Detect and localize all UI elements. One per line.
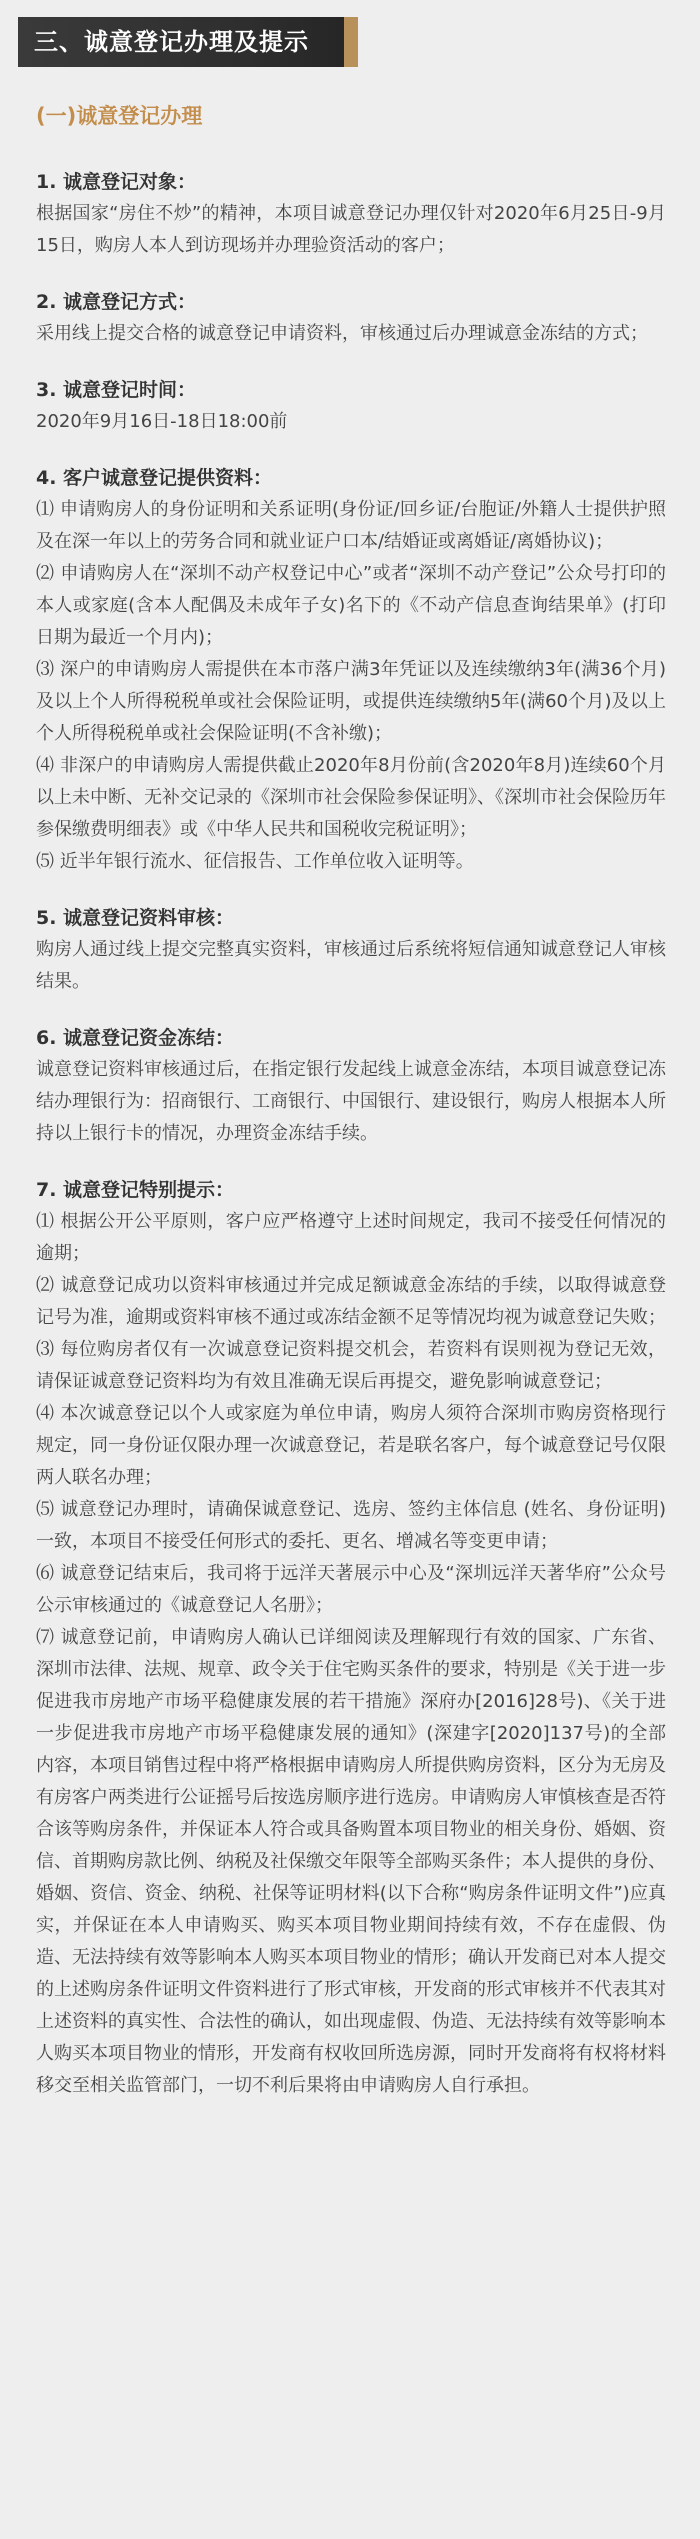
item-list [36, 166, 666, 2102]
list-item [36, 166, 666, 262]
list-item [36, 902, 666, 998]
list-item [36, 1022, 666, 1150]
item-paragraph: ⑶ 深户的申请购房人需提供在本市落户满3年凭证以及连续缴纳3年(满36个月)及以上个人所得税税单或社会保险证明，或提供连续缴纳5年(满60个月)及以上个人所得税税单或社会保险证明(不含补缴)； [36, 659, 666, 744]
list-item [36, 286, 666, 350]
item-paragraph: ⑵ 诚意登记成功以资料审核通过并完成足额诚意金冻结的手续，以取得诚意登记号为准，逾期或资料审核不通过或冻结金额不足等情况均视为诚意登记失败； [36, 1275, 666, 1328]
item-paragraph: ⑴ 根据公开公平原则，客户应严格遵守上述时间规定，我司不接受任何情况的逾期； [36, 1211, 666, 1264]
content-body [36, 100, 666, 2126]
list-item [36, 374, 666, 438]
item-heading: 6. 诚意登记资金冻结： [36, 1027, 235, 1049]
item-paragraph: ⑷ 非深户的申请购房人需提供截止2020年8月份前(含2020年8月)连续60个月以上未中断、无补交记录的《深圳市社会保险参保证明》、《深圳市社会保险历年参保缴费明细表》或《中华人民共和国税收完税证明》； [36, 755, 666, 840]
item-paragraph: ⑹ 诚意登记结束后，我司将于远洋天著展示中心及“深圳远洋天著华府”公众号公示审核通过的《诚意登记人名册》； [36, 1563, 666, 1616]
list-item [36, 462, 666, 878]
item-paragraph: ⑵ 申请购房人在“深圳不动产权登记中心”或者“深圳不动产登记”公众号打印的本人或家庭(含本人配偶及未成年子女)名下的《不动产信息查询结果单》(打印日期为最近一个月内)； [36, 563, 666, 648]
item-paragraph: ⑸ 诚意登记办理时，请确保诚意登记、选房、签约主体信息 (姓名、身份证明) 一致，本项目不接受任何形式的委托、更名、增减名等变更申请； [36, 1499, 666, 1552]
section-title: 三、诚意登记办理及提示 [34, 28, 309, 56]
item-paragraph: 根据国家“房住不炒”的精神，本项目诚意登记办理仅针对2020年6月25日-9月15日，购房人本人到访现场并办理验资活动的客户； [36, 203, 666, 256]
list-item [36, 1174, 666, 2102]
item-heading: 2. 诚意登记方式： [36, 291, 197, 313]
item-heading: 3. 诚意登记时间： [36, 379, 197, 401]
item-heading: 5. 诚意登记资料审核： [36, 907, 235, 929]
item-paragraph: ⑷ 本次诚意登记以个人或家庭为单位申请，购房人须符合深圳市购房资格现行规定，同一身份证仅限办理一次诚意登记，若是联名客户，每个诚意登记号仅限两人联名办理； [36, 1403, 666, 1488]
subsection-title: (一)诚意登记办理 [36, 104, 203, 128]
item-heading: 1. 诚意登记对象： [36, 171, 197, 193]
item-paragraph: ⑸ 近半年银行流水、征信报告、工作单位收入证明等。 [36, 851, 474, 872]
item-paragraph: ⑴ 申请购房人的身份证明和关系证明(身份证/回乡证/台胞证/外籍人士提供护照及在深一年以上的劳务合同和就业证户口本/结婚证或离婚证/离婚协议)； [36, 499, 666, 552]
item-heading: 4. 客户诚意登记提供资料： [36, 467, 273, 489]
section-header [18, 17, 358, 67]
item-paragraph: 诚意登记资料审核通过后，在指定银行发起线上诚意金冻结，本项目诚意登记冻结办理银行为：招商银行、工商银行、中国银行、建设银行，购房人根据本人所持以上银行卡的情况，办理资金冻结手续。 [36, 1059, 666, 1144]
item-paragraph: ⑺ 诚意登记前，申请购房人确认已详细阅读及理解现行有效的国家、广东省、深圳市法律、法规、规章、政令关于住宅购买条件的要求，特别是《关于进一步促进我市房地产市场平稳健康发展的若干措施》深府办[2016]28号)、《关于进一步促进我市房地产市场平稳健康发展的通知》(深建字[2020]137号)的全部内容，本项目销售过程中将严格根据申请购房人所提供购房资料，区分为无房及有房客户两类进行公证摇号后按选房顺序进行选房。申请购房人审慎核查是否符合该等购房条件，并保证本人符合或具备购置本项目物业的相关身份、婚姻、资信、首期购房款比例、纳税及社保缴交年限等全部购买条件；本人提供的身份、婚姻、资信、资金、纳税、社保等证明材料(以下合称“购房条件证明文件”)应真实，并保证在本人申请购买、购买本项目物业期间持续有效，不存在虚假、伪造、无法持续有效等影响本人购买本项目物业的情形；确认开发商已对本人提交的上述购房条件证明文件资料进行了形式审核，开发商的形式审核并不代表其对上述资料的真实性、合法性的确认，如出现虚假、伪造、无法持续有效等影响本人购买本项目物业的情形，开发商有权收回所选房源，同时开发商将有权将材料移交至相关监管部门，一切不利后果将由申请购房人自行承担。 [36, 1627, 666, 2096]
item-paragraph: ⑶ 每位购房者仅有一次诚意登记资料提交机会，若资料有误则视为登记无效，请保证诚意登记资料均为有效且准确无误后再提交，避免影响诚意登记； [36, 1339, 666, 1392]
item-paragraph: 采用线上提交合格的诚意登记申请资料，审核通过后办理诚意金冻结的方式； [36, 323, 648, 344]
item-paragraph: 购房人通过线上提交完整真实资料，审核通过后系统将短信通知诚意登记人审核结果。 [36, 939, 666, 992]
item-heading: 7. 诚意登记特别提示： [36, 1179, 235, 1201]
item-paragraph: 2020年9月16日-18日18:00前 [36, 411, 288, 432]
